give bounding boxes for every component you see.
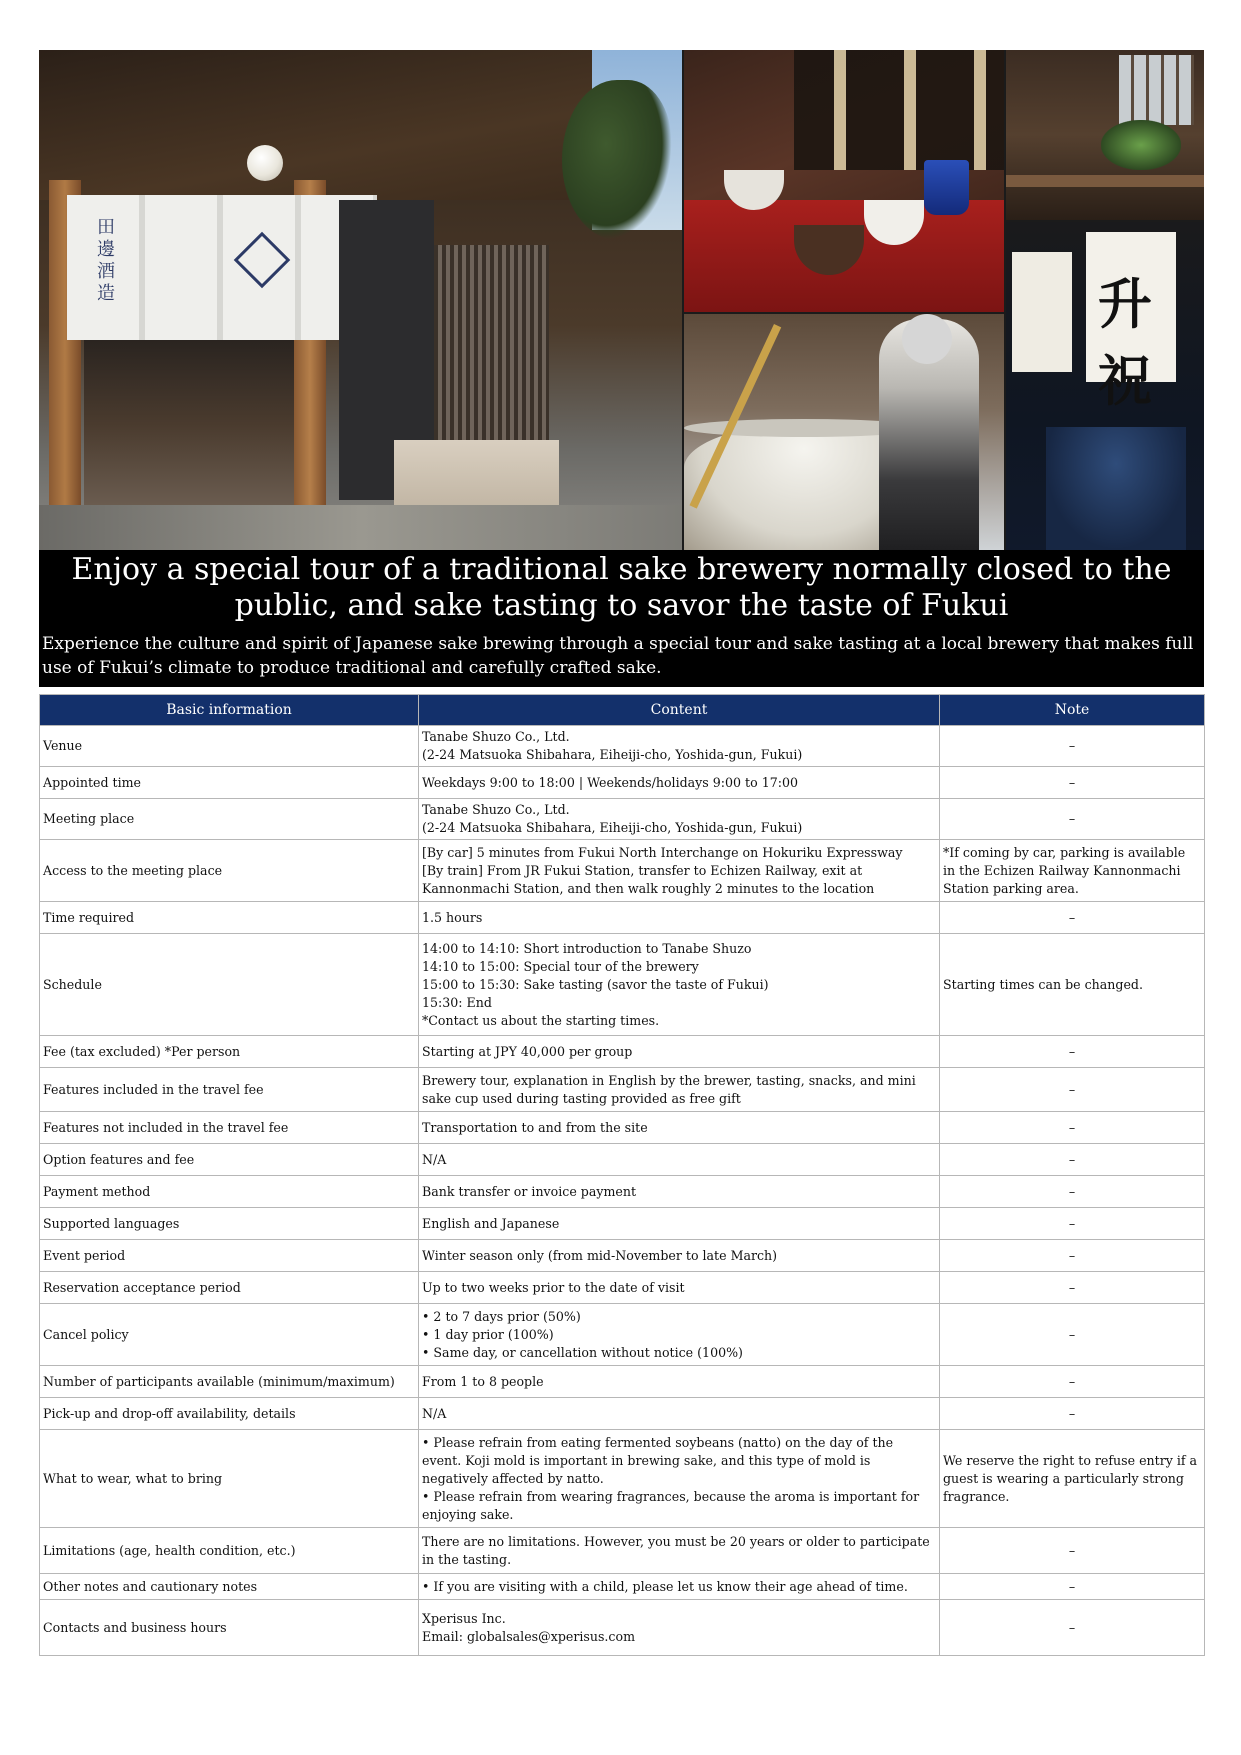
row-note: – xyxy=(940,726,1205,767)
table-row xyxy=(40,1176,1205,1208)
row-content: 14:00 to 14:10: Short introduction to Tanabe Shuzo 14:10 to 15:00: Special tour of the brewery 15:00 to 15:30: Sake tasting (savor the taste of Fukui) 15:30: End *Contact us about the starting times. xyxy=(419,934,940,1036)
shrine-shelf-photo xyxy=(1006,50,1204,220)
row-label: Cancel policy xyxy=(40,1304,419,1366)
row-label: Schedule xyxy=(40,934,419,1036)
row-note: – xyxy=(940,1600,1205,1656)
row-label: Contacts and business hours xyxy=(40,1600,419,1656)
row-content: Winter season only (from mid-November to late March) xyxy=(419,1240,940,1272)
noren-curtain xyxy=(67,195,377,340)
row-label: Venue xyxy=(40,726,419,767)
row-label: Meeting place xyxy=(40,799,419,840)
row-label: Pick-up and drop-off availability, details xyxy=(40,1398,419,1430)
row-note: *If coming by car, parking is available in the Echizen Railway Kannonmachi Station parking area. xyxy=(940,840,1205,902)
lamp-icon xyxy=(247,145,283,181)
headline-band xyxy=(39,550,1204,687)
table-row xyxy=(40,1144,1205,1176)
row-note: – xyxy=(940,1036,1205,1068)
row-label: Limitations (age, health condition, etc.) xyxy=(40,1528,419,1574)
table-row xyxy=(40,1574,1205,1600)
row-note: – xyxy=(940,902,1205,934)
row-content: • 2 to 7 days prior (50%) • 1 day prior (100%) • Same day, or cancellation without notice (100%) xyxy=(419,1304,940,1366)
row-content: English and Japanese xyxy=(419,1208,940,1240)
row-label: Other notes and cautionary notes xyxy=(40,1574,419,1600)
row-label: What to wear, what to bring xyxy=(40,1430,419,1528)
row-content: Starting at JPY 40,000 per group xyxy=(419,1036,940,1068)
row-label: Access to the meeting place xyxy=(40,840,419,902)
column-header-content: Content xyxy=(419,695,940,726)
row-note: – xyxy=(940,1366,1205,1398)
row-content: Bank transfer or invoice payment xyxy=(419,1176,940,1208)
row-label: Appointed time xyxy=(40,767,419,799)
table-header-row xyxy=(40,695,1205,726)
row-note: – xyxy=(940,1304,1205,1366)
row-label: Features included in the travel fee xyxy=(40,1068,419,1112)
table-row xyxy=(40,1398,1205,1430)
table-row xyxy=(40,1430,1205,1528)
row-note: – xyxy=(940,1144,1205,1176)
crest-icon xyxy=(234,232,291,289)
sake-bottle-labels-photo xyxy=(1006,222,1204,550)
row-label: Option features and fee xyxy=(40,1144,419,1176)
row-note: – xyxy=(940,1068,1205,1112)
row-note: – xyxy=(940,767,1205,799)
row-note: – xyxy=(940,1240,1205,1272)
row-content: From 1 to 8 people xyxy=(419,1366,940,1398)
row-label: Supported languages xyxy=(40,1208,419,1240)
row-content: • If you are visiting with a child, please let us know their age ahead of time. xyxy=(419,1574,940,1600)
row-content: Up to two weeks prior to the date of visit xyxy=(419,1272,940,1304)
row-content: • Please refrain from eating fermented soybeans (natto) on the day of the event. Koji mold is important in brewing sake, and this type of mold is negatively affected by natto. • Please refrain from wearing fragrances, because the aroma is important for enjoying sake. xyxy=(419,1430,940,1528)
table-row xyxy=(40,767,1205,799)
brewer-stirring-photo xyxy=(684,314,1004,550)
row-note: – xyxy=(940,1176,1205,1208)
photo-collage xyxy=(39,50,1204,550)
table-row xyxy=(40,799,1205,840)
row-note: Starting times can be changed. xyxy=(940,934,1205,1036)
row-content: Tanabe Shuzo Co., Ltd. (2-24 Matsuoka Shibahara, Eiheiji-cho, Yoshida-gun, Fukui) xyxy=(419,799,940,840)
row-label: Number of participants available (minimum/maximum) xyxy=(40,1366,419,1398)
table-row xyxy=(40,934,1205,1036)
label-kanji: 升祝 xyxy=(1098,272,1152,413)
row-note: – xyxy=(940,1528,1205,1574)
row-label: Payment method xyxy=(40,1176,419,1208)
row-label: Reservation acceptance period xyxy=(40,1272,419,1304)
table-row xyxy=(40,1208,1205,1240)
table-row xyxy=(40,1304,1205,1366)
row-note: – xyxy=(940,1272,1205,1304)
table-row xyxy=(40,902,1205,934)
row-content: Tanabe Shuzo Co., Ltd. (2-24 Matsuoka Shibahara, Eiheiji-cho, Yoshida-gun, Fukui) xyxy=(419,726,940,767)
row-note: – xyxy=(940,1208,1205,1240)
column-header-basic-info: Basic information xyxy=(40,695,419,726)
row-note: – xyxy=(940,1112,1205,1144)
row-label: Fee (tax excluded) *Per person xyxy=(40,1036,419,1068)
row-label: Time required xyxy=(40,902,419,934)
row-content: 1.5 hours xyxy=(419,902,940,934)
row-content: [By car] 5 minutes from Fukui North Interchange on Hokuriku Expressway [By train] From JR Fukui Station, transfer to Echizen Railway, exit at Kannonmachi Station, and then walk roughly 2 minutes to the location xyxy=(419,840,940,902)
table-row xyxy=(40,1272,1205,1304)
table-row xyxy=(40,1528,1205,1574)
table-row xyxy=(40,1068,1205,1112)
table-row xyxy=(40,1036,1205,1068)
row-note: – xyxy=(940,1574,1205,1600)
table-row xyxy=(40,1600,1205,1656)
page-title: Enjoy a special tour of a traditional sake brewery normally closed to the public, and sake tasting to savor the taste of Fukui xyxy=(71,552,1172,623)
row-content: Xperisus Inc. Email: globalsales@xperisus.com xyxy=(419,1600,940,1656)
page-subtitle: Experience the culture and spirit of Japanese sake brewing through a special tour and sake tasting at a local brewery that makes full use of Fukui’s climate to produce traditional and carefully crafted sake. xyxy=(42,634,1194,678)
row-note: – xyxy=(940,799,1205,840)
row-content: Weekdays 9:00 to 18:00 | Weekends/holidays 9:00 to 17:00 xyxy=(419,767,940,799)
row-label: Features not included in the travel fee xyxy=(40,1112,419,1144)
table-row xyxy=(40,1240,1205,1272)
row-note: – xyxy=(940,1398,1205,1430)
row-content: N/A xyxy=(419,1144,940,1176)
table-row xyxy=(40,840,1205,902)
row-content: There are no limitations. However, you must be 20 years or older to participate in the tasting. xyxy=(419,1528,940,1574)
row-content: N/A xyxy=(419,1398,940,1430)
sake-tasting-tray-photo xyxy=(684,50,1004,312)
noren-text: 田邊酒造 xyxy=(97,217,115,304)
column-header-note: Note xyxy=(940,695,1205,726)
row-content: Transportation to and from the site xyxy=(419,1112,940,1144)
row-content: Brewery tour, explanation in English by the brewer, tasting, snacks, and mini sake cup used during tasting provided as free gift xyxy=(419,1068,940,1112)
row-label: Event period xyxy=(40,1240,419,1272)
brewery-entrance-photo xyxy=(39,50,682,550)
table-row xyxy=(40,1112,1205,1144)
row-note: We reserve the right to refuse entry if a guest is wearing a particularly strong fragrance. xyxy=(940,1430,1205,1528)
table-row xyxy=(40,1366,1205,1398)
table-row xyxy=(40,726,1205,767)
basic-info-table xyxy=(39,694,1205,1656)
